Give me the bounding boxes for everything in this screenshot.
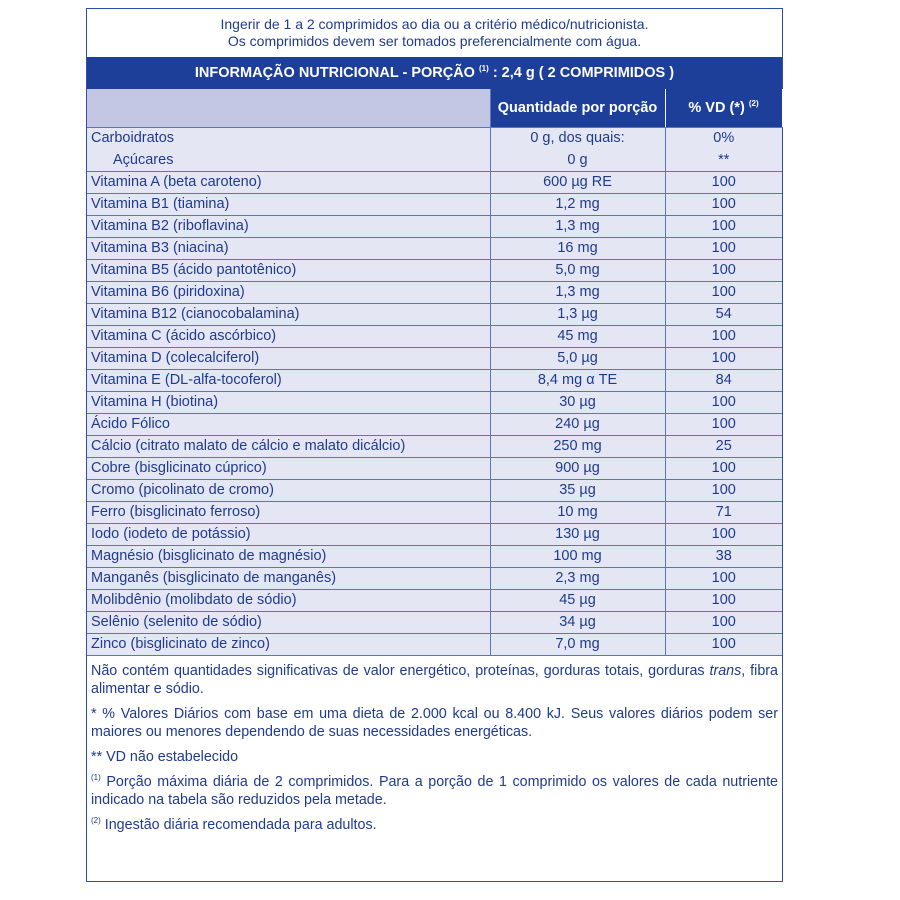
nutrient-vd: 100 — [665, 457, 782, 479]
nutrient-vd: 25 — [665, 435, 782, 457]
nutrient-vd: 100 — [665, 413, 782, 435]
table-row-sugars — [87, 149, 782, 171]
table-row — [87, 215, 782, 237]
nutrient-quantity: 100 mg — [490, 545, 665, 567]
nutrient-vd: 84 — [665, 369, 782, 391]
table-row — [87, 347, 782, 369]
usage-instructions — [87, 9, 782, 57]
nutrient-quantity: 5,0 mg — [490, 259, 665, 281]
nutrient-name: Vitamina E (DL-alfa-tocoferol) — [87, 369, 490, 391]
nutrient-name: Cobre (bisglicinato cúprico) — [87, 457, 490, 479]
nutrient-name: Vitamina B12 (cianocobalamina) — [87, 303, 490, 325]
nutrient-name: Vitamina A (beta caroteno) — [87, 171, 490, 193]
table-row — [87, 457, 782, 479]
nutrient-quantity: 1,2 mg — [490, 193, 665, 215]
nutrient-vd: 100 — [665, 193, 782, 215]
table-row — [87, 589, 782, 611]
nutrient-vd: 100 — [665, 281, 782, 303]
nutrient-quantity: 1,3 mg — [490, 215, 665, 237]
table-row — [87, 391, 782, 413]
table-row — [87, 369, 782, 391]
footnotes — [87, 656, 782, 834]
nutrient-quantity: 16 mg — [490, 237, 665, 259]
table-row — [87, 171, 782, 193]
nutrient-vd: 100 — [665, 325, 782, 347]
nutrition-label — [86, 8, 783, 882]
table-row — [87, 611, 782, 633]
nutrition-banner — [87, 57, 782, 89]
nutrient-vd: 100 — [665, 215, 782, 237]
nutrient-quantity: 30 µg — [490, 391, 665, 413]
table-row — [87, 545, 782, 567]
nutrient-name: Ácido Fólico — [87, 413, 490, 435]
nutrient-name: Iodo (iodeto de potássio) — [87, 523, 490, 545]
nutrient-vd: ** — [665, 149, 782, 171]
nutrient-name: Cromo (picolinato de cromo) — [87, 479, 490, 501]
nutrition-table — [87, 89, 783, 656]
nutrient-name: Cálcio (citrato malato de cálcio e malato dicálcio) — [87, 435, 490, 457]
nutrient-vd: 100 — [665, 633, 782, 655]
nutrient-quantity: 1,3 mg — [490, 281, 665, 303]
header-vd — [665, 89, 782, 127]
footnote-text: Ingestão diária recomendada para adultos. — [100, 816, 377, 833]
nutrient-vd: 38 — [665, 545, 782, 567]
nutrient-quantity: 10 mg — [490, 501, 665, 523]
header-vd-ref: (2) — [748, 98, 759, 108]
footnote-italic: trans — [709, 662, 742, 679]
nutrient-vd: 100 — [665, 523, 782, 545]
banner-ref: (1) — [479, 64, 489, 74]
nutrient-name: Vitamina B1 (tiamina) — [87, 193, 490, 215]
nutrient-name: Magnésio (bisglicinato de magnésio) — [87, 545, 490, 567]
table-row — [87, 237, 782, 259]
nutrient-name: Vitamina B6 (piridoxina) — [87, 281, 490, 303]
table-row — [87, 193, 782, 215]
nutrient-name: Vitamina H (biotina) — [87, 391, 490, 413]
nutrient-quantity: 5,0 µg — [490, 347, 665, 369]
nutrient-name: Ferro (bisglicinato ferroso) — [87, 501, 490, 523]
footnote-max-portion — [91, 773, 778, 809]
nutrient-name: Carboidratos — [87, 127, 490, 149]
table-row — [87, 479, 782, 501]
footnote-text: Não contém quantidades significativas de valor energético, proteínas, gorduras totais, gorduras — [91, 662, 710, 679]
table-row — [87, 633, 782, 655]
nutrient-quantity: 45 µg — [490, 589, 665, 611]
table-row — [87, 413, 782, 435]
nutrient-quantity: 130 µg — [490, 523, 665, 545]
table-row — [87, 325, 782, 347]
nutrient-vd: 100 — [665, 259, 782, 281]
nutrient-name: Vitamina B5 (ácido pantotênico) — [87, 259, 490, 281]
nutrient-vd: 100 — [665, 347, 782, 369]
footnote-daily-values: * % Valores Diários com base em uma dieta de 2.000 kcal ou 8.400 kJ. Seus valores diários podem ser maiores ou menores dependendo de suas necessidades energéticas. — [91, 705, 778, 740]
nutrient-name: Vitamina C (ácido ascórbico) — [87, 325, 490, 347]
table-row — [87, 281, 782, 303]
table-row — [87, 435, 782, 457]
nutrient-vd: 100 — [665, 611, 782, 633]
nutrient-vd: 0% — [665, 127, 782, 149]
nutrient-name: Vitamina D (colecalciferol) — [87, 347, 490, 369]
nutrient-quantity: 34 µg — [490, 611, 665, 633]
header-quantity: Quantidade por porção — [490, 89, 665, 127]
footnote-text: Porção máxima diária de 2 comprimidos. Para a porção de 1 comprimido os valores de cada nutriente indicado na tabela são reduzidos pela metade. — [91, 773, 778, 808]
nutrient-quantity: 900 µg — [490, 457, 665, 479]
nutrient-vd: 54 — [665, 303, 782, 325]
nutrient-name: Molibdênio (molibdato de sódio) — [87, 589, 490, 611]
nutrient-name: Manganês (bisglicinato de manganês) — [87, 567, 490, 589]
nutrient-vd: 100 — [665, 171, 782, 193]
nutrient-vd: 100 — [665, 479, 782, 501]
footnote-not-significant — [91, 662, 778, 698]
nutrient-quantity: 0 g, dos quais: — [490, 127, 665, 149]
footnote-ref: (1) — [91, 772, 101, 782]
nutrient-quantity: 2,3 mg — [490, 567, 665, 589]
banner-portion: : 2,4 g ( 2 COMPRIMIDOS ) — [492, 65, 675, 81]
nutrient-vd: 100 — [665, 567, 782, 589]
table-row — [87, 303, 782, 325]
table-row — [87, 259, 782, 281]
nutrient-name: Vitamina B3 (niacina) — [87, 237, 490, 259]
table-row — [87, 567, 782, 589]
banner-title: INFORMAÇÃO NUTRICIONAL - PORÇÃO — [194, 65, 475, 81]
footnote-ref: (2) — [91, 815, 101, 825]
nutrient-quantity: 600 µg RE — [490, 171, 665, 193]
nutrient-quantity: 240 µg — [490, 413, 665, 435]
instruction-line-1: Ingerir de 1 a 2 comprimidos ao dia ou a critério médico/nutricionista. — [220, 16, 649, 32]
nutrient-vd: 100 — [665, 589, 782, 611]
nutrient-name: Açúcares — [87, 149, 490, 171]
nutrient-quantity: 1,3 µg — [490, 303, 665, 325]
nutrient-name: Vitamina B2 (riboflavina) — [87, 215, 490, 237]
table-row — [87, 501, 782, 523]
header-blank — [87, 89, 490, 127]
nutrient-quantity: 7,0 mg — [490, 633, 665, 655]
nutrient-quantity: 45 mg — [490, 325, 665, 347]
nutrient-name: Selênio (selenito de sódio) — [87, 611, 490, 633]
nutrient-quantity: 35 µg — [490, 479, 665, 501]
table-row — [87, 523, 782, 545]
nutrient-quantity: 0 g — [490, 149, 665, 171]
header-vd-label: % VD (*) — [688, 99, 745, 116]
nutrient-quantity: 8,4 mg α TE — [490, 369, 665, 391]
nutrient-vd: 71 — [665, 501, 782, 523]
nutrient-name: Zinco (bisglicinato de zinco) — [87, 633, 490, 655]
footnote-vd-not-established: ** VD não estabelecido — [91, 748, 239, 765]
footnote-text-end: , fibra alimentar e sódio. — [91, 662, 778, 697]
nutrient-quantity: 250 mg — [490, 435, 665, 457]
footnote-recommended-intake — [91, 816, 778, 834]
table-row-carbs — [87, 127, 782, 149]
table-header-row — [87, 89, 782, 127]
nutrient-vd: 100 — [665, 237, 782, 259]
instruction-line-2: Os comprimidos devem ser tomados preferencialmente com água. — [227, 33, 642, 49]
nutrient-vd: 100 — [665, 391, 782, 413]
